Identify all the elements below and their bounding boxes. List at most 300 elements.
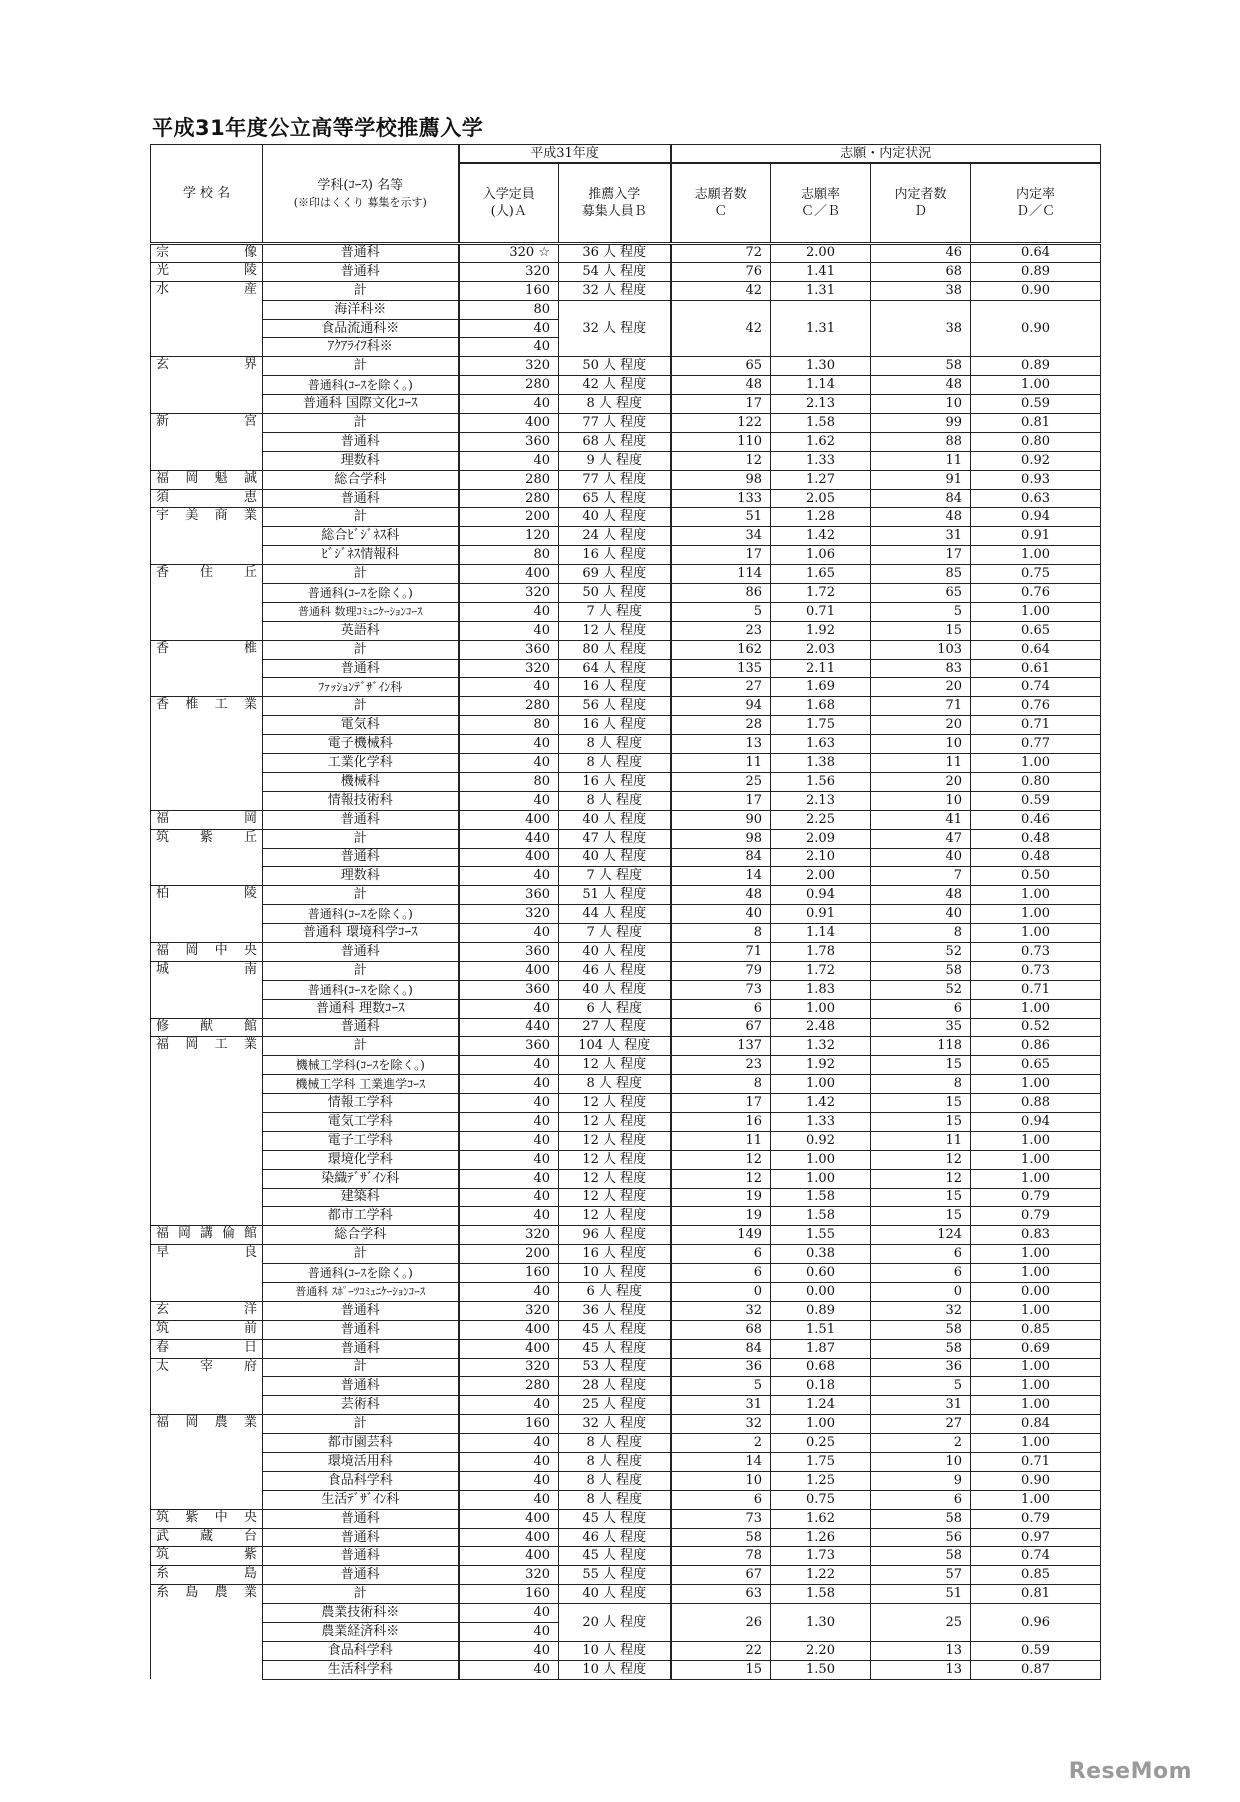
- capacity-a: 40: [459, 1150, 559, 1169]
- dept-name: 普通科: [263, 1320, 459, 1339]
- admitted-d: 12: [871, 1150, 971, 1169]
- capacity-a: 440: [459, 829, 559, 848]
- recommend-b: 50 人 程度: [559, 357, 671, 376]
- dept-name: 計: [263, 565, 459, 584]
- rate-dc: 0.84: [971, 1415, 1101, 1434]
- table-row: [151, 602, 1101, 621]
- applicants-c: 71: [671, 942, 771, 961]
- ratio-cb: 2.05: [771, 489, 871, 508]
- capacity-a: 360: [459, 980, 559, 999]
- applicants-c: 65: [671, 357, 771, 376]
- school-name-char: 前: [243, 1320, 257, 1336]
- rate-dc: 0.48: [971, 848, 1101, 867]
- school-name-char: 岡: [185, 1415, 199, 1431]
- rate-dc: 1.00: [971, 1358, 1101, 1377]
- school-name-char: 紫: [199, 829, 213, 845]
- capacity-a: 200: [459, 1245, 559, 1264]
- capacity-a: 40: [459, 1471, 559, 1490]
- rate-dc: 0.81: [971, 1585, 1101, 1604]
- dept-name: 普通科: [263, 659, 459, 678]
- applicants-c: 40: [671, 905, 771, 924]
- school-name-text: [156, 1340, 257, 1356]
- table-row: [151, 697, 1101, 716]
- school-name-text: [156, 245, 257, 261]
- school-name-char: 香: [156, 640, 170, 656]
- dept-name: 普通科: [263, 848, 459, 867]
- admitted-d: 35: [871, 1018, 971, 1037]
- school-name-text: [156, 811, 257, 827]
- ratio-cb: 1.06: [771, 546, 871, 565]
- capacity-a: 40: [459, 1094, 559, 1113]
- header-dept-name: [263, 145, 459, 244]
- dept-name: 機械工学科 工業進学ｺｰｽ: [263, 1075, 459, 1094]
- school-name-char: 南: [243, 961, 257, 977]
- ratio-cb: 2.00: [771, 867, 871, 886]
- applicants-c: 17: [671, 546, 771, 565]
- header-capacity-a-line2: (人)Ａ: [490, 204, 527, 219]
- capacity-a: 320: [459, 659, 559, 678]
- header-capacity-a-line1: 入学定員: [482, 187, 535, 202]
- rate-dc: 1.00: [971, 1245, 1101, 1264]
- dept-name: 総合学科: [263, 470, 459, 489]
- ratio-cb: 1.56: [771, 772, 871, 791]
- rate-dc: 1.00: [971, 999, 1101, 1018]
- ratio-cb: 0.92: [771, 1131, 871, 1150]
- dept-name: 普通科: [263, 1509, 459, 1528]
- table-row: [151, 1207, 1101, 1226]
- admitted-d: 10: [871, 395, 971, 414]
- admitted-d: 10: [871, 791, 971, 810]
- applicants-c: 0: [671, 1282, 771, 1301]
- capacity-a: 320: [459, 1358, 559, 1377]
- admitted-d: 15: [871, 1112, 971, 1131]
- recommend-b: 40 人 程度: [559, 810, 671, 829]
- recommend-b: 16 人 程度: [559, 716, 671, 735]
- rate-dc: 0.80: [971, 432, 1101, 451]
- recommend-b: 12 人 程度: [559, 621, 671, 640]
- dept-name: 普通科(ｺｰｽを除く。): [263, 1264, 459, 1283]
- capacity-a: 160: [459, 1585, 559, 1604]
- applicants-c: 86: [671, 584, 771, 603]
- ratio-cb: 0.71: [771, 602, 871, 621]
- school-name-char: 福: [156, 942, 170, 958]
- applicants-c: 137: [671, 1037, 771, 1056]
- admitted-d: 85: [871, 565, 971, 584]
- school-name: [151, 1339, 263, 1358]
- table-row: [151, 1264, 1101, 1283]
- rate-dc: 0.63: [971, 489, 1101, 508]
- school-name: [151, 1018, 263, 1037]
- applicants-c: 16: [671, 1112, 771, 1131]
- capacity-a: 320: [459, 584, 559, 603]
- ratio-cb: 2.10: [771, 848, 871, 867]
- applicants-c: 51: [671, 508, 771, 527]
- recommend-b: 12 人 程度: [559, 1056, 671, 1075]
- ratio-cb: 2.03: [771, 640, 871, 659]
- applicants-c: 94: [671, 697, 771, 716]
- ratio-cb: 1.75: [771, 716, 871, 735]
- applicants-c: 72: [671, 244, 771, 263]
- table-row: [151, 508, 1101, 527]
- applicants-c: 63: [671, 1585, 771, 1604]
- capacity-a: 40: [459, 1075, 559, 1094]
- header-admitted-d-line2: Ｄ: [914, 204, 928, 219]
- ratio-cb: 1.92: [771, 621, 871, 640]
- capacity-a: 320 ☆: [459, 244, 559, 263]
- applicants-c: 135: [671, 659, 771, 678]
- capacity-a: 400: [459, 1528, 559, 1547]
- table-row: [151, 621, 1101, 640]
- school-name-text: [156, 1547, 257, 1563]
- capacity-a: 320: [459, 1566, 559, 1585]
- recommend-b: 25 人 程度: [559, 1396, 671, 1415]
- capacity-a: 400: [459, 1509, 559, 1528]
- table-row: [151, 244, 1101, 263]
- dept-name: 環境活用科: [263, 1453, 459, 1472]
- dept-name: 普通科: [263, 244, 459, 263]
- school-name-char: 商: [214, 508, 228, 524]
- applicants-c: 68: [671, 1320, 771, 1339]
- table-row: [151, 640, 1101, 659]
- dept-name: 計: [263, 829, 459, 848]
- school-name: [151, 1358, 263, 1415]
- admitted-d: 6: [871, 1490, 971, 1509]
- table-row: [151, 980, 1101, 999]
- table-row: [151, 1320, 1101, 1339]
- header-recommend-b-line1: 推薦入学: [588, 187, 641, 202]
- rate-dc: 0.69: [971, 1339, 1101, 1358]
- admitted-d: 84: [871, 489, 971, 508]
- table-row: [151, 961, 1101, 980]
- recommend-b: 24 人 程度: [559, 527, 671, 546]
- recommend-b: 12 人 程度: [559, 1207, 671, 1226]
- table-row: [151, 546, 1101, 565]
- admitted-d: 41: [871, 810, 971, 829]
- applicants-c: 73: [671, 980, 771, 999]
- table-row: [151, 395, 1101, 414]
- rate-dc: 0.71: [971, 980, 1101, 999]
- school-name-char: 央: [243, 1509, 257, 1525]
- school-name-char: 丘: [243, 565, 257, 581]
- capacity-a: 40: [459, 791, 559, 810]
- ratio-cb: 1.24: [771, 1396, 871, 1415]
- rate-dc: 0.79: [971, 1509, 1101, 1528]
- capacity-a: 160: [459, 1264, 559, 1283]
- table-row: [151, 1358, 1101, 1377]
- school-name: [151, 565, 263, 641]
- rate-dc: 0.90: [971, 1471, 1101, 1490]
- admissions-table: [150, 144, 1101, 1680]
- recommend-b: 32 人 程度: [559, 281, 671, 300]
- dept-name: 計: [263, 1415, 459, 1434]
- table-row: [151, 281, 1101, 300]
- school-name-char: 玄: [156, 357, 170, 373]
- applicants-c: 27: [671, 678, 771, 697]
- school-name: [151, 697, 263, 810]
- capacity-a: 40: [459, 1623, 559, 1642]
- applicants-c: 58: [671, 1528, 771, 1547]
- dept-name: 農業技術科※: [263, 1604, 459, 1623]
- dept-name: 都市工学科: [263, 1207, 459, 1226]
- table-row: [151, 1528, 1101, 1547]
- recommend-b: 12 人 程度: [559, 1150, 671, 1169]
- school-name-text: [156, 1302, 257, 1318]
- table-row: [151, 1604, 1101, 1623]
- school-name-char: 福: [156, 1226, 170, 1242]
- capacity-a: 280: [459, 1377, 559, 1396]
- dept-name: 総合ﾋﾞｼﾞﾈｽ科: [263, 527, 459, 546]
- table-row: [151, 300, 1101, 319]
- applicants-c: 2: [671, 1434, 771, 1453]
- school-name: [151, 1226, 263, 1245]
- applicants-c: 48: [671, 886, 771, 905]
- table-row: [151, 1282, 1101, 1301]
- rate-dc: 0.73: [971, 961, 1101, 980]
- applicants-c: 90: [671, 810, 771, 829]
- table-row: [151, 1339, 1101, 1358]
- table-row: [151, 262, 1101, 281]
- admitted-d: 71: [871, 697, 971, 716]
- recommend-b: 8 人 程度: [559, 1075, 671, 1094]
- school-name: [151, 942, 263, 961]
- rate-dc: 0.59: [971, 395, 1101, 414]
- recommend-b: 7 人 程度: [559, 867, 671, 886]
- capacity-a: 320: [459, 905, 559, 924]
- admitted-d: 58: [871, 1339, 971, 1358]
- rate-dc: 0.75: [971, 565, 1101, 584]
- rate-dc: 0.59: [971, 791, 1101, 810]
- table-row: [151, 470, 1101, 489]
- admitted-d: 11: [871, 451, 971, 470]
- applicants-c: 23: [671, 1056, 771, 1075]
- applicants-c: 6: [671, 1245, 771, 1264]
- school-name-char: 椎: [185, 697, 199, 713]
- admitted-d: 48: [871, 508, 971, 527]
- recommend-b: 16 人 程度: [559, 1245, 671, 1264]
- rate-dc: 0.59: [971, 1641, 1101, 1660]
- applicants-c: 42: [671, 300, 771, 357]
- school-name: [151, 508, 263, 565]
- ratio-cb: 1.42: [771, 527, 871, 546]
- school-name-char: 岡: [177, 1226, 191, 1242]
- rate-dc: 0.79: [971, 1207, 1101, 1226]
- capacity-a: 280: [459, 376, 559, 395]
- dept-name: 情報工学科: [263, 1094, 459, 1113]
- rate-dc: 0.76: [971, 584, 1101, 603]
- rate-dc: 0.87: [971, 1660, 1101, 1679]
- dept-name: 食品科学科: [263, 1471, 459, 1490]
- school-name: [151, 1547, 263, 1566]
- recommend-b: 80 人 程度: [559, 640, 671, 659]
- recommend-b: 6 人 程度: [559, 999, 671, 1018]
- capacity-a: 120: [459, 527, 559, 546]
- school-name-char: 筑: [156, 1547, 170, 1563]
- dept-name: ﾋﾞｼﾞﾈｽ情報科: [263, 546, 459, 565]
- table-row: [151, 1471, 1101, 1490]
- school-name-char: 猷: [199, 1018, 213, 1034]
- table-row: [151, 942, 1101, 961]
- school-name: [151, 1509, 263, 1528]
- recommend-b: 50 人 程度: [559, 584, 671, 603]
- recommend-b: 8 人 程度: [559, 1453, 671, 1472]
- recommend-b: 28 人 程度: [559, 1377, 671, 1396]
- recommend-b: 12 人 程度: [559, 1188, 671, 1207]
- recommend-b: 68 人 程度: [559, 432, 671, 451]
- rate-dc: 0.71: [971, 1453, 1101, 1472]
- dept-name: 農業経済科※: [263, 1623, 459, 1642]
- dept-name: 計: [263, 697, 459, 716]
- dept-name: 計: [263, 1037, 459, 1056]
- admitted-d: 9: [871, 1471, 971, 1490]
- table-row: [151, 678, 1101, 697]
- school-name-char: 界: [243, 357, 257, 373]
- applicants-c: 17: [671, 791, 771, 810]
- header-group-h31: 平成31年度: [459, 145, 671, 164]
- admitted-d: 7: [871, 867, 971, 886]
- dept-name: 普通科 環境科学ｺｰｽ: [263, 924, 459, 943]
- admitted-d: 118: [871, 1037, 971, 1056]
- admitted-d: 15: [871, 1094, 971, 1113]
- capacity-a: 320: [459, 1301, 559, 1320]
- rate-dc: 0.00: [971, 1282, 1101, 1301]
- admitted-d: 48: [871, 376, 971, 395]
- ratio-cb: 1.31: [771, 300, 871, 357]
- applicants-c: 17: [671, 395, 771, 414]
- school-name-char: 業: [243, 697, 257, 713]
- header-admitted-d: [871, 163, 971, 244]
- ratio-cb: 0.38: [771, 1245, 871, 1264]
- rate-dc: 0.48: [971, 829, 1101, 848]
- admitted-d: 40: [871, 905, 971, 924]
- applicants-c: 12: [671, 451, 771, 470]
- ratio-cb: 1.65: [771, 565, 871, 584]
- ratio-cb: 1.73: [771, 1547, 871, 1566]
- admitted-d: 103: [871, 640, 971, 659]
- school-name-char: 倫: [221, 1226, 235, 1242]
- ratio-cb: 1.30: [771, 1604, 871, 1642]
- admitted-d: 91: [871, 470, 971, 489]
- capacity-a: 400: [459, 414, 559, 433]
- rate-dc: 0.74: [971, 678, 1101, 697]
- recommend-b: 12 人 程度: [559, 1094, 671, 1113]
- applicants-c: 114: [671, 565, 771, 584]
- applicants-c: 32: [671, 1301, 771, 1320]
- rate-dc: 1.00: [971, 1396, 1101, 1415]
- rate-dc: 0.92: [971, 451, 1101, 470]
- rate-dc: 0.85: [971, 1320, 1101, 1339]
- table-row: [151, 1377, 1101, 1396]
- school-name: [151, 810, 263, 829]
- ratio-cb: 0.60: [771, 1264, 871, 1283]
- recommend-b: 8 人 程度: [559, 754, 671, 773]
- admitted-d: 56: [871, 1528, 971, 1547]
- admitted-d: 8: [871, 1075, 971, 1094]
- rate-dc: 0.64: [971, 640, 1101, 659]
- ratio-cb: 1.26: [771, 1528, 871, 1547]
- applicants-c: 32: [671, 1415, 771, 1434]
- dept-name: 電気科: [263, 716, 459, 735]
- recommend-b: 45 人 程度: [559, 1339, 671, 1358]
- admitted-d: 58: [871, 1320, 971, 1339]
- school-name-char: 新: [156, 414, 170, 430]
- capacity-a: 160: [459, 1415, 559, 1434]
- recommend-b: 27 人 程度: [559, 1018, 671, 1037]
- school-name-char: 魁: [214, 470, 228, 486]
- table-row: [151, 432, 1101, 451]
- applicants-c: 6: [671, 999, 771, 1018]
- school-name: [151, 829, 263, 886]
- school-name-text: [156, 1510, 257, 1526]
- table-row: [151, 1434, 1101, 1453]
- dept-name: 計: [263, 1585, 459, 1604]
- ratio-cb: 1.42: [771, 1094, 871, 1113]
- capacity-a: 280: [459, 697, 559, 716]
- header-applicants-c: [671, 163, 771, 244]
- applicants-c: 67: [671, 1566, 771, 1585]
- dept-name: 普通科: [263, 1377, 459, 1396]
- applicants-c: 26: [671, 1604, 771, 1642]
- school-name-char: 台: [243, 1528, 257, 1544]
- admitted-d: 40: [871, 848, 971, 867]
- ratio-cb: 1.31: [771, 281, 871, 300]
- dept-name: 計: [263, 414, 459, 433]
- capacity-a: 360: [459, 886, 559, 905]
- applicants-c: 5: [671, 602, 771, 621]
- school-name-text: [156, 1566, 257, 1582]
- watermark-text: ReseMom: [1068, 1759, 1192, 1784]
- applicants-c: 14: [671, 1453, 771, 1472]
- capacity-a: 440: [459, 1018, 559, 1037]
- school-name-text: [156, 1226, 257, 1242]
- rate-dc: 0.77: [971, 735, 1101, 754]
- dept-name: 計: [263, 281, 459, 300]
- school-name: [151, 1585, 263, 1679]
- school-name-char: 香: [156, 565, 170, 581]
- school-name-char: 岡: [243, 810, 257, 826]
- recommend-b: 10 人 程度: [559, 1264, 671, 1283]
- capacity-a: 40: [459, 678, 559, 697]
- school-name-char: 玄: [156, 1301, 170, 1317]
- ratio-cb: 1.33: [771, 451, 871, 470]
- admitted-d: 83: [871, 659, 971, 678]
- recommend-b: 64 人 程度: [559, 659, 671, 678]
- school-name: [151, 262, 263, 281]
- school-name-char: 蔵: [199, 1528, 213, 1544]
- admitted-d: 48: [871, 886, 971, 905]
- dept-name: 食品科学科: [263, 1641, 459, 1660]
- ratio-cb: 1.00: [771, 1415, 871, 1434]
- dept-name: 機械工学科(ｺｰｽを除く。): [263, 1056, 459, 1075]
- recommend-b: 53 人 程度: [559, 1358, 671, 1377]
- dept-name: 普通科(ｺｰｽを除く。): [263, 376, 459, 395]
- rate-dc: 0.73: [971, 942, 1101, 961]
- rate-dc: 0.81: [971, 414, 1101, 433]
- recommend-b: 32 人 程度: [559, 300, 671, 357]
- admitted-d: 99: [871, 414, 971, 433]
- header-rate-dc-line2: Ｄ／Ｃ: [1016, 204, 1056, 219]
- capacity-a: 40: [459, 1056, 559, 1075]
- admitted-d: 51: [871, 1585, 971, 1604]
- school-name: [151, 1415, 263, 1509]
- recommend-b: 20 人 程度: [559, 1604, 671, 1642]
- school-name-char: 農: [214, 1415, 228, 1431]
- applicants-c: 22: [671, 1641, 771, 1660]
- table-row: [151, 659, 1101, 678]
- recommend-b: 46 人 程度: [559, 961, 671, 980]
- school-name-char: 岡: [185, 942, 199, 958]
- ratio-cb: 1.58: [771, 414, 871, 433]
- ratio-cb: 1.14: [771, 376, 871, 395]
